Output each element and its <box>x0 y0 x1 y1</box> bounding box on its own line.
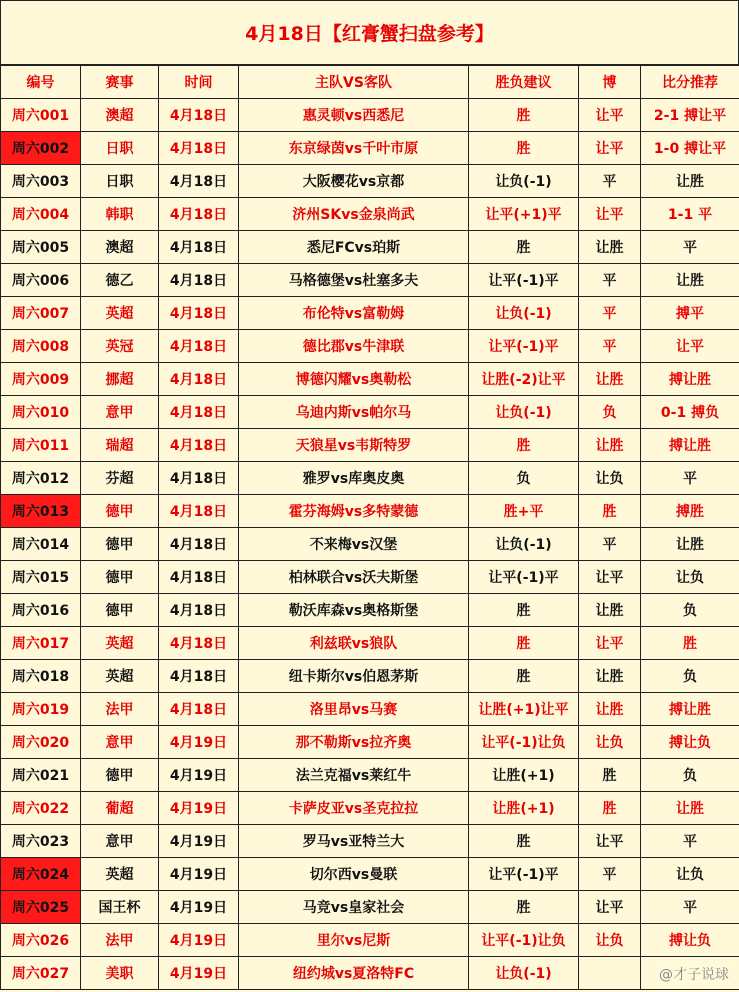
row-date: 4月18日 <box>159 363 239 396</box>
row-bo: 平 <box>579 858 641 891</box>
row-date: 4月18日 <box>159 297 239 330</box>
row-date: 4月19日 <box>159 759 239 792</box>
row-id: 周六008 <box>1 330 81 363</box>
row-id: 周六006 <box>1 264 81 297</box>
table-row <box>1 693 739 726</box>
row-advice: 让平(+1)平 <box>469 198 579 231</box>
row-advice: 胜 <box>469 594 579 627</box>
row-id: 周六014 <box>1 528 81 561</box>
row-score: 平 <box>641 462 739 495</box>
row-advice: 让胜(+1) <box>469 792 579 825</box>
row-advice: 让平(-1)平 <box>469 858 579 891</box>
table-row <box>1 165 739 198</box>
picks-table <box>0 65 739 990</box>
col-header-advice: 胜负建议 <box>469 66 579 99</box>
table-row <box>1 627 739 660</box>
row-bo: 平 <box>579 528 641 561</box>
row-id: 周六005 <box>1 231 81 264</box>
row-score: 2-1 搏让平 <box>641 99 739 132</box>
table-row <box>1 726 739 759</box>
row-advice: 胜 <box>469 891 579 924</box>
row-score: 负 <box>641 594 739 627</box>
row-league: 英超 <box>81 297 159 330</box>
row-score: 搏让负 <box>641 726 739 759</box>
row-match: 马格德堡vs杜塞多夫 <box>239 264 469 297</box>
row-bo: 让胜 <box>579 363 641 396</box>
row-league: 德甲 <box>81 594 159 627</box>
row-match: 利兹联vs狼队 <box>239 627 469 660</box>
row-league: 意甲 <box>81 396 159 429</box>
row-id: 周六019 <box>1 693 81 726</box>
row-advice: 让平(-1)平 <box>469 264 579 297</box>
table-row <box>1 759 739 792</box>
row-advice: 负 <box>469 462 579 495</box>
row-id: 周六020 <box>1 726 81 759</box>
row-advice: 让胜(-2)让平 <box>469 363 579 396</box>
row-bo: 胜 <box>579 792 641 825</box>
row-date: 4月18日 <box>159 231 239 264</box>
row-id: 周六026 <box>1 924 81 957</box>
table-row <box>1 363 739 396</box>
row-league: 澳超 <box>81 231 159 264</box>
row-score: 让胜 <box>641 264 739 297</box>
row-score: 搏让负 <box>641 924 739 957</box>
table-row <box>1 594 739 627</box>
row-bo: 平 <box>579 330 641 363</box>
watermark: @才子说球 <box>657 964 731 984</box>
row-bo: 胜 <box>579 495 641 528</box>
table-body <box>1 99 739 990</box>
row-date: 4月18日 <box>159 330 239 363</box>
row-id: 周六009 <box>1 363 81 396</box>
row-league: 意甲 <box>81 726 159 759</box>
row-match: 乌迪内斯vs帕尔马 <box>239 396 469 429</box>
row-bo: 平 <box>579 165 641 198</box>
row-league: 国王杯 <box>81 891 159 924</box>
row-score: 平 <box>641 231 739 264</box>
row-match: 柏林联合vs沃夫斯堡 <box>239 561 469 594</box>
table-row <box>1 99 739 132</box>
row-match: 惠灵顿vs西悉尼 <box>239 99 469 132</box>
table-row <box>1 660 739 693</box>
table-row <box>1 396 739 429</box>
row-date: 4月19日 <box>159 957 239 990</box>
row-score: 平 <box>641 891 739 924</box>
row-date: 4月18日 <box>159 429 239 462</box>
row-match: 东京绿茵vs千叶市原 <box>239 132 469 165</box>
row-score: 让胜 <box>641 528 739 561</box>
row-bo: 让平 <box>579 891 641 924</box>
row-id: 周六010 <box>1 396 81 429</box>
row-match: 罗马vs亚特兰大 <box>239 825 469 858</box>
row-id: 周六023 <box>1 825 81 858</box>
row-id: 周六013 <box>1 495 81 528</box>
row-score: 1-0 搏让平 <box>641 132 739 165</box>
row-score: 让平 <box>641 330 739 363</box>
row-bo: 让胜 <box>579 429 641 462</box>
row-id: 周六021 <box>1 759 81 792</box>
row-advice: 胜+平 <box>469 495 579 528</box>
row-date: 4月18日 <box>159 462 239 495</box>
row-league: 日职 <box>81 132 159 165</box>
row-advice: 让平(-1)让负 <box>469 726 579 759</box>
row-match: 卡萨皮亚vs圣克拉拉 <box>239 792 469 825</box>
row-bo: 让平 <box>579 198 641 231</box>
row-league: 法甲 <box>81 924 159 957</box>
row-match: 雅罗vs库奥皮奥 <box>239 462 469 495</box>
row-id: 周六007 <box>1 297 81 330</box>
row-score: 搏胜 <box>641 495 739 528</box>
row-match: 纽卡斯尔vs伯恩茅斯 <box>239 660 469 693</box>
row-bo: 让胜 <box>579 231 641 264</box>
row-date: 4月18日 <box>159 693 239 726</box>
row-score: 让胜 <box>641 165 739 198</box>
row-bo: 让胜 <box>579 693 641 726</box>
row-league: 德乙 <box>81 264 159 297</box>
row-date: 4月18日 <box>159 495 239 528</box>
row-id: 周六022 <box>1 792 81 825</box>
table-row <box>1 891 739 924</box>
col-header-bo: 博 <box>579 66 641 99</box>
row-bo <box>579 957 641 990</box>
table-row <box>1 957 739 990</box>
row-league: 意甲 <box>81 825 159 858</box>
row-advice: 胜 <box>469 825 579 858</box>
row-score: 让胜 <box>641 792 739 825</box>
row-league: 芬超 <box>81 462 159 495</box>
row-advice: 让胜(+1)让平 <box>469 693 579 726</box>
row-score: 让负 <box>641 858 739 891</box>
row-score: 负 <box>641 660 739 693</box>
row-id: 周六017 <box>1 627 81 660</box>
row-bo: 让负 <box>579 726 641 759</box>
row-advice: 让负(-1) <box>469 297 579 330</box>
row-league: 法甲 <box>81 693 159 726</box>
table-row <box>1 198 739 231</box>
row-match: 切尔西vs曼联 <box>239 858 469 891</box>
row-id: 周六018 <box>1 660 81 693</box>
row-date: 4月18日 <box>159 132 239 165</box>
table-row <box>1 264 739 297</box>
row-id: 周六015 <box>1 561 81 594</box>
row-league: 德甲 <box>81 528 159 561</box>
table-row <box>1 231 739 264</box>
row-league: 德甲 <box>81 495 159 528</box>
row-match: 霍芬海姆vs多特蒙德 <box>239 495 469 528</box>
row-advice: 胜 <box>469 660 579 693</box>
row-score: 平 <box>641 825 739 858</box>
row-advice: 让胜(+1) <box>469 759 579 792</box>
row-league: 葡超 <box>81 792 159 825</box>
row-bo: 让平 <box>579 561 641 594</box>
col-header-id: 编号 <box>1 66 81 99</box>
row-match: 大阪樱花vs京都 <box>239 165 469 198</box>
row-date: 4月18日 <box>159 660 239 693</box>
row-bo: 胜 <box>579 759 641 792</box>
row-advice: 让平(-1)平 <box>469 330 579 363</box>
row-id: 周六027 <box>1 957 81 990</box>
row-score: 让负 <box>641 561 739 594</box>
row-id: 周六011 <box>1 429 81 462</box>
row-bo: 让负 <box>579 924 641 957</box>
row-bo: 让平 <box>579 99 641 132</box>
row-date: 4月18日 <box>159 264 239 297</box>
row-advice: 让平(-1)让负 <box>469 924 579 957</box>
row-league: 德甲 <box>81 759 159 792</box>
row-date: 4月18日 <box>159 396 239 429</box>
row-score: 1-1 平 <box>641 198 739 231</box>
row-bo: 让负 <box>579 462 641 495</box>
row-bo: 让平 <box>579 132 641 165</box>
row-id: 周六002 <box>1 132 81 165</box>
table-row <box>1 330 739 363</box>
table-row <box>1 825 739 858</box>
row-bo: 平 <box>579 264 641 297</box>
row-date: 4月18日 <box>159 165 239 198</box>
row-id: 周六012 <box>1 462 81 495</box>
row-date: 4月18日 <box>159 561 239 594</box>
row-match: 里尔vs尼斯 <box>239 924 469 957</box>
table-row <box>1 462 739 495</box>
row-date: 4月18日 <box>159 528 239 561</box>
table-row <box>1 495 739 528</box>
row-league: 德甲 <box>81 561 159 594</box>
row-id: 周六004 <box>1 198 81 231</box>
row-score: 0-1 搏负 <box>641 396 739 429</box>
row-match: 天狼星vs韦斯特罗 <box>239 429 469 462</box>
row-match: 纽约城vs夏洛特FC <box>239 957 469 990</box>
row-date: 4月19日 <box>159 858 239 891</box>
row-id: 周六001 <box>1 99 81 132</box>
row-score: 搏让胜 <box>641 429 739 462</box>
row-date: 4月18日 <box>159 627 239 660</box>
row-date: 4月18日 <box>159 594 239 627</box>
row-advice: 胜 <box>469 429 579 462</box>
row-id: 周六016 <box>1 594 81 627</box>
table-row <box>1 297 739 330</box>
row-match: 博德闪耀vs奥勒松 <box>239 363 469 396</box>
row-league: 英超 <box>81 660 159 693</box>
row-league: 瑞超 <box>81 429 159 462</box>
row-date: 4月19日 <box>159 726 239 759</box>
table-row <box>1 132 739 165</box>
row-advice: 胜 <box>469 231 579 264</box>
table-row <box>1 561 739 594</box>
row-league: 美职 <box>81 957 159 990</box>
row-match: 布伦特vs富勒姆 <box>239 297 469 330</box>
row-bo: 让胜 <box>579 594 641 627</box>
row-id: 周六003 <box>1 165 81 198</box>
row-league: 韩职 <box>81 198 159 231</box>
row-date: 4月18日 <box>159 99 239 132</box>
col-header-match: 主队VS客队 <box>239 66 469 99</box>
row-score: 搏让胜 <box>641 693 739 726</box>
table-row <box>1 858 739 891</box>
row-advice: 胜 <box>469 132 579 165</box>
row-advice: 让平(-1)平 <box>469 561 579 594</box>
row-league: 日职 <box>81 165 159 198</box>
table-row <box>1 528 739 561</box>
row-id: 周六024 <box>1 858 81 891</box>
row-advice: 让负(-1) <box>469 528 579 561</box>
row-league: 英超 <box>81 858 159 891</box>
col-header-league: 赛事 <box>81 66 159 99</box>
row-match: 济州SKvs金泉尚武 <box>239 198 469 231</box>
row-score: 胜 <box>641 627 739 660</box>
row-score: 搏平 <box>641 297 739 330</box>
row-match: 法兰克福vs莱红牛 <box>239 759 469 792</box>
row-bo: 让胜 <box>579 660 641 693</box>
row-advice: 胜 <box>469 627 579 660</box>
row-score: 搏让胜 <box>641 363 739 396</box>
page-title: 4月18日【红膏蟹扫盘参考】 <box>0 0 739 65</box>
row-date: 4月19日 <box>159 825 239 858</box>
row-bo: 让平 <box>579 825 641 858</box>
col-header-score: 比分推荐 <box>641 66 739 99</box>
col-header-time: 时间 <box>159 66 239 99</box>
table-row <box>1 429 739 462</box>
row-match: 马竞vs皇家社会 <box>239 891 469 924</box>
row-match: 悉尼FCvs珀斯 <box>239 231 469 264</box>
row-score: 负 <box>641 759 739 792</box>
table-row <box>1 924 739 957</box>
row-match: 不来梅vs汉堡 <box>239 528 469 561</box>
row-bo: 负 <box>579 396 641 429</box>
table-row <box>1 792 739 825</box>
table-header <box>1 66 739 99</box>
row-date: 4月19日 <box>159 924 239 957</box>
row-league: 挪超 <box>81 363 159 396</box>
row-match: 德比郡vs牛津联 <box>239 330 469 363</box>
row-match: 勒沃库森vs奥格斯堡 <box>239 594 469 627</box>
row-date: 4月19日 <box>159 891 239 924</box>
row-bo: 让平 <box>579 627 641 660</box>
row-advice: 胜 <box>469 99 579 132</box>
row-bo: 平 <box>579 297 641 330</box>
row-league: 英冠 <box>81 330 159 363</box>
row-advice: 让负(-1) <box>469 165 579 198</box>
row-match: 那不勒斯vs拉齐奥 <box>239 726 469 759</box>
row-league: 澳超 <box>81 99 159 132</box>
row-advice: 让负(-1) <box>469 957 579 990</box>
row-match: 洛里昂vs马赛 <box>239 693 469 726</box>
row-id: 周六025 <box>1 891 81 924</box>
row-advice: 让负(-1) <box>469 396 579 429</box>
row-league: 英超 <box>81 627 159 660</box>
row-date: 4月18日 <box>159 198 239 231</box>
row-date: 4月19日 <box>159 792 239 825</box>
